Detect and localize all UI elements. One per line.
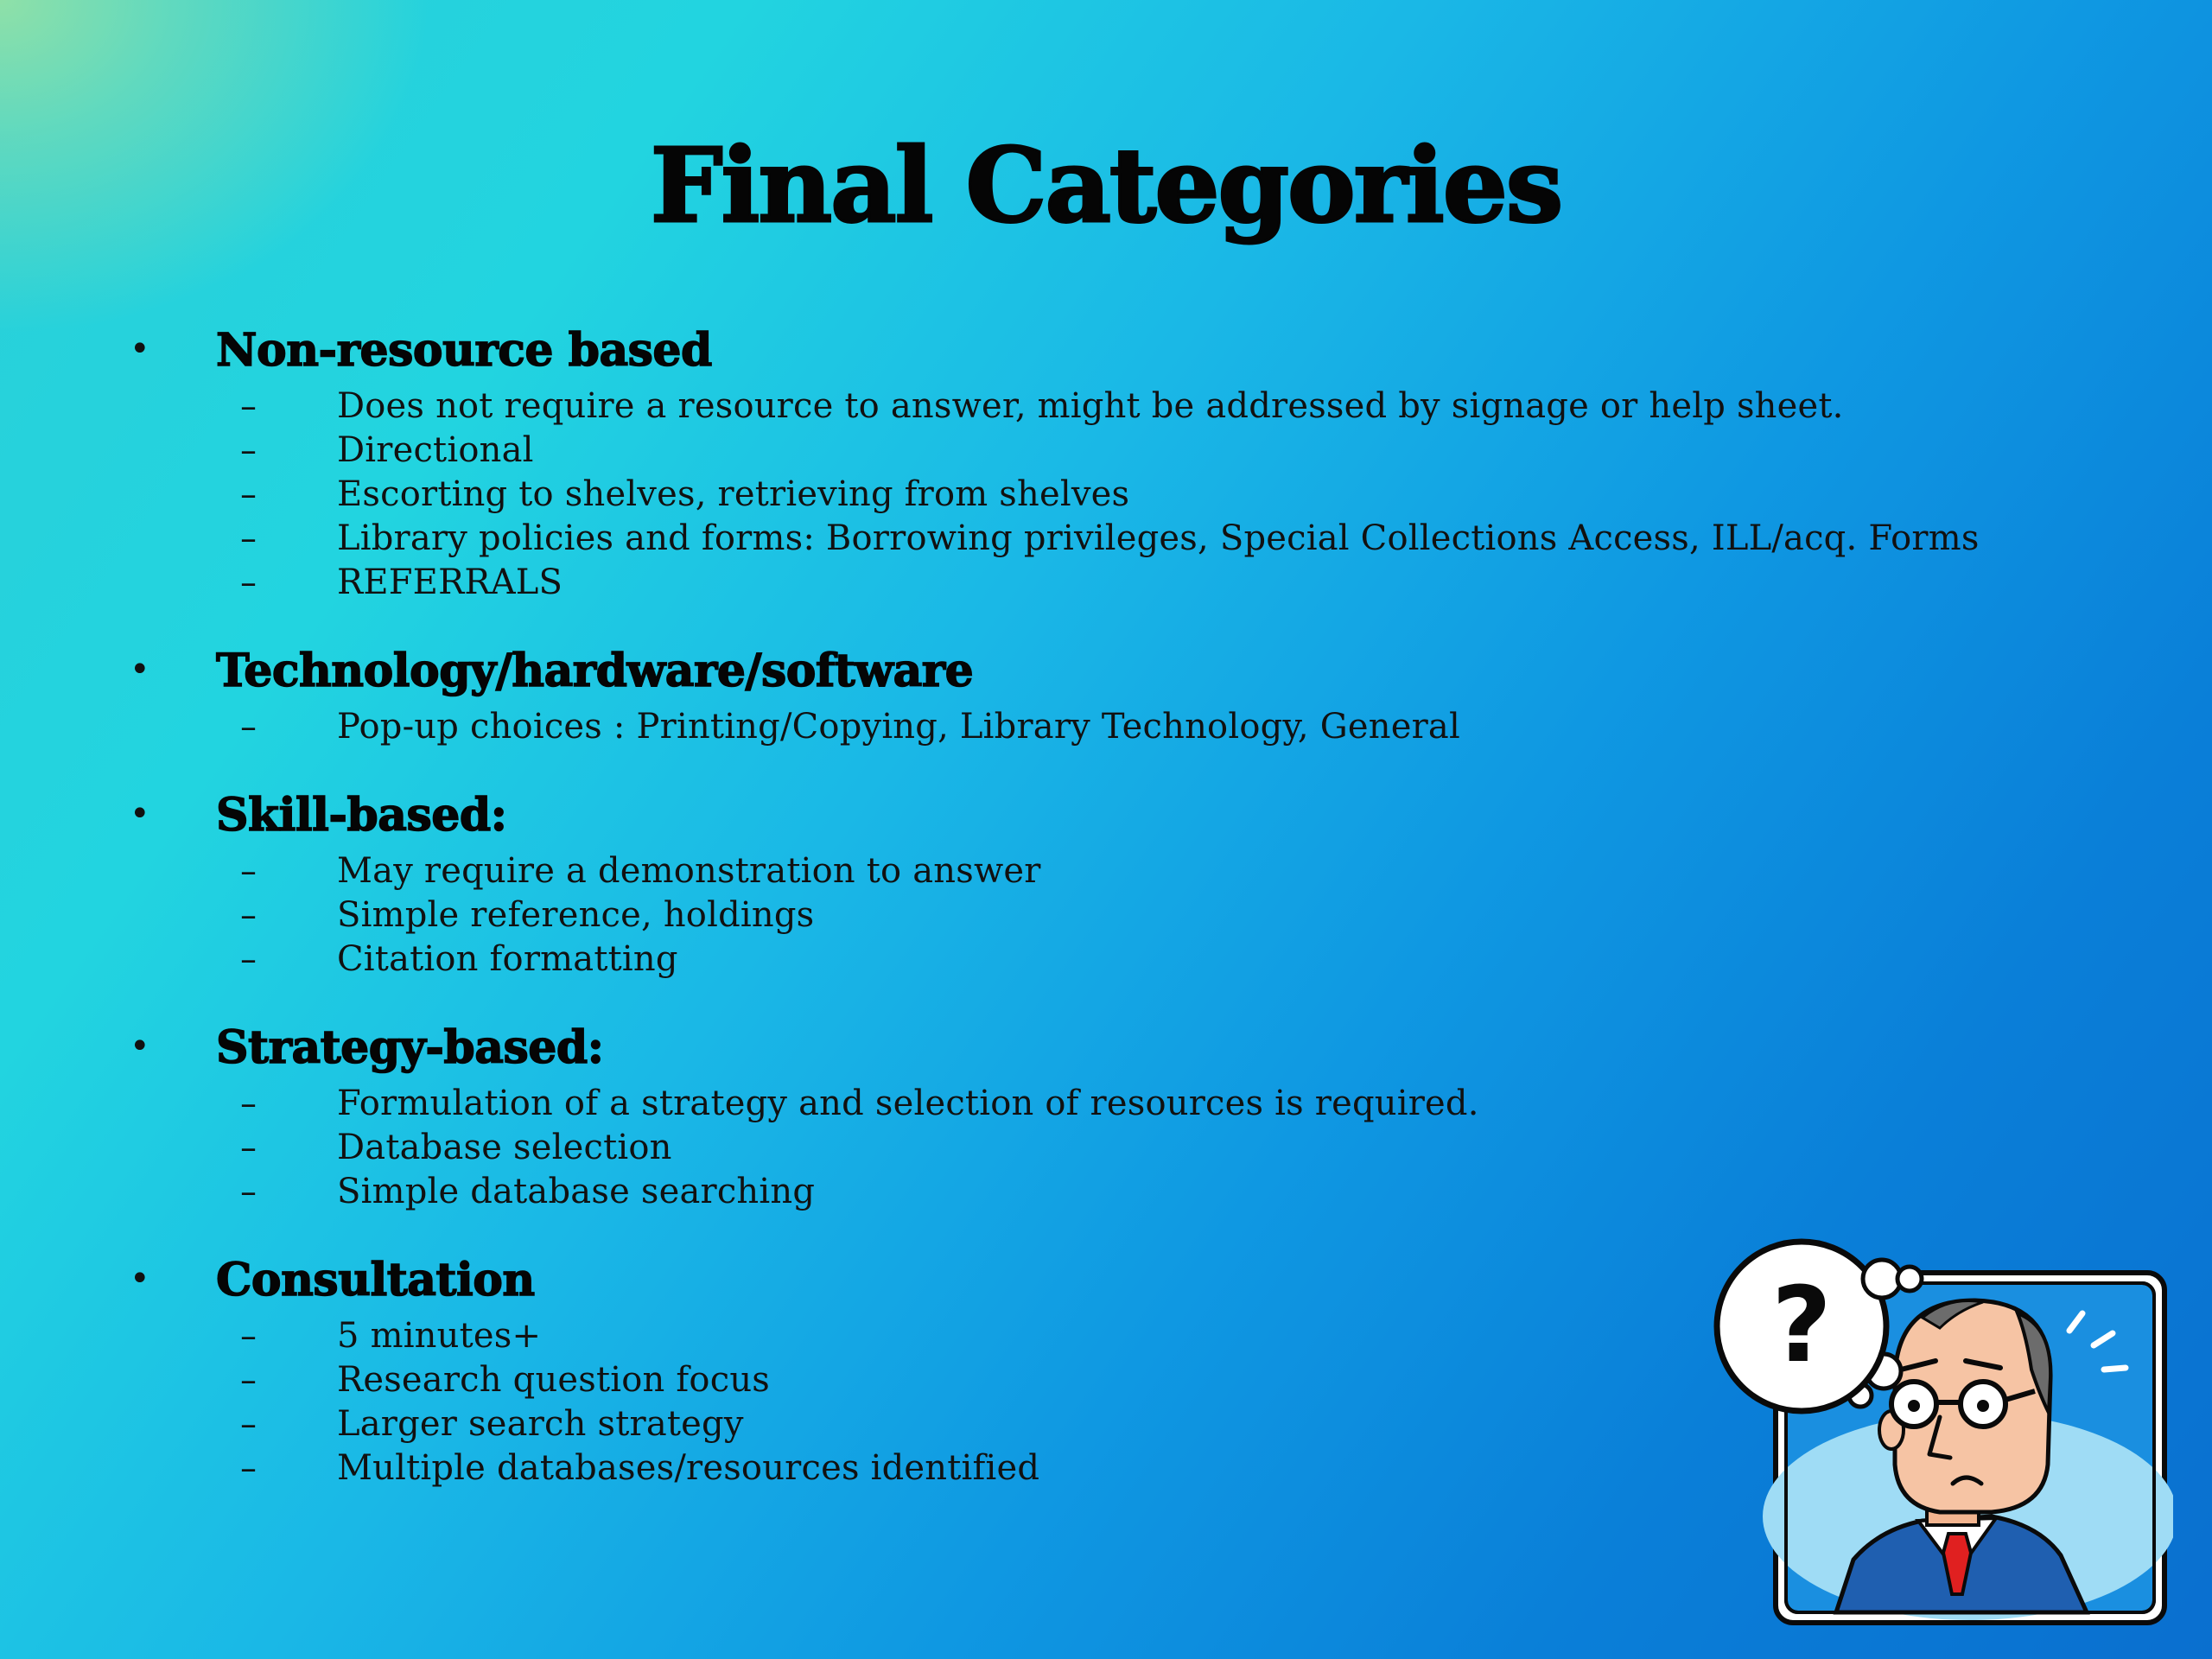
category-technology [130, 645, 1987, 751]
dash: – [240, 1128, 257, 1166]
dash: – [240, 563, 257, 601]
confused-man-clipart [1707, 1231, 2173, 1629]
dash: – [240, 940, 257, 978]
bullet: • [130, 794, 150, 834]
dash: – [240, 1084, 257, 1122]
bullet: • [130, 1259, 150, 1299]
dash: – [240, 475, 257, 513]
bullet: • [130, 650, 150, 690]
list-item: – Larger search strategy [130, 1404, 1987, 1448]
category-title: Non-resource based [216, 324, 712, 377]
list-item: – Library policies and forms: Borrowing privileges, Special Collections Access, ILL/acq. Forms [130, 518, 1987, 563]
dash: – [240, 1405, 257, 1443]
dash: – [240, 387, 257, 425]
dash: – [240, 896, 257, 934]
category-title: Skill-based: [216, 789, 507, 842]
dash: – [240, 1361, 257, 1399]
category-title: Strategy-based: [216, 1021, 604, 1074]
list-item: – Database selection [130, 1128, 1987, 1172]
bullet: • [130, 1027, 150, 1066]
list-item: – Simple database searching [130, 1172, 1987, 1216]
category-skill [130, 789, 1987, 983]
list-item: – May require a demonstration to answer [130, 851, 1987, 895]
dash: – [240, 1173, 257, 1211]
category-title: Consultation [216, 1254, 535, 1306]
dash: – [240, 431, 257, 469]
list-item: – Citation formatting [130, 939, 1987, 983]
list-item: – 5 minutes+ [130, 1316, 1987, 1360]
list-item: – REFERRALS [130, 563, 1987, 607]
list-item: – Directional [130, 430, 1987, 474]
dash: – [240, 1317, 257, 1355]
dash: – [240, 852, 257, 890]
question-mark-icon: ? [1771, 1266, 1832, 1386]
list-item: – Does not require a resource to answer, might be addressed by signage or help sheet. [130, 386, 1987, 430]
list-item: – Pop-up choices : Printing/Copying, Library Technology, General [130, 707, 1987, 751]
list-item: – Escorting to shelves, retrieving from shelves [130, 474, 1987, 518]
list-item: – Research question focus [130, 1360, 1987, 1404]
list-item: – Formulation of a strategy and selection of resources is required. [130, 1084, 1987, 1128]
dash: – [240, 708, 257, 746]
category-non-resource [130, 324, 1987, 607]
dash: – [240, 519, 257, 557]
list-item: – Multiple databases/resources identified [130, 1448, 1987, 1492]
bullet: • [130, 329, 150, 369]
dash: – [240, 1449, 257, 1487]
slide-title: Final Categories [650, 125, 1562, 245]
category-title: Technology/hardware/software [216, 645, 974, 697]
category-strategy [130, 1021, 1987, 1216]
list-item: – Simple reference, holdings [130, 895, 1987, 939]
